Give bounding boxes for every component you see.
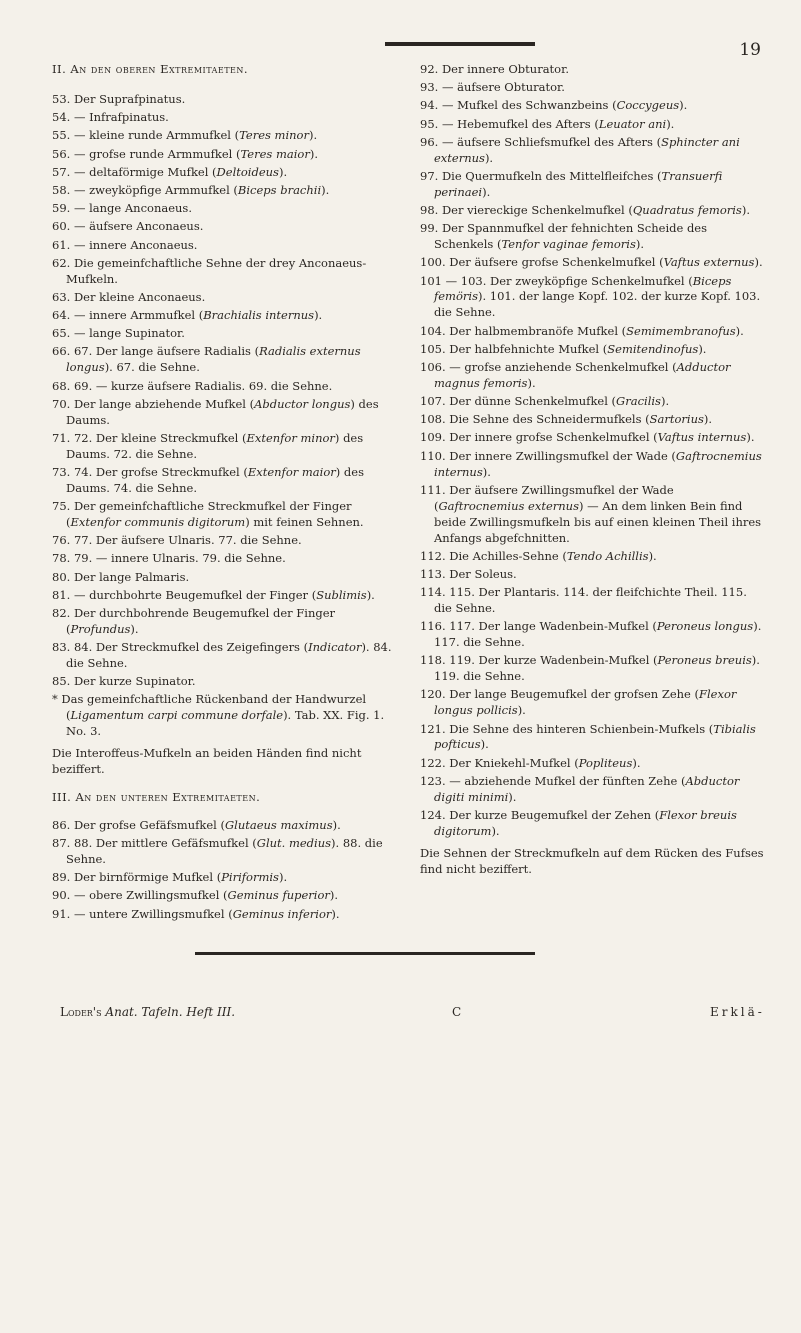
section-heading-upper-extremities: II. An den oberen Extremitaeten. — [52, 62, 249, 76]
muscle-entry — [52, 551, 400, 567]
muscle-entry — [52, 92, 400, 108]
entry-text: 93. — äufsere Obturator. — [420, 80, 565, 95]
entry-tail: ) des Daums. 72. die Sehne. — [66, 430, 364, 461]
entry-text: 122. Der Kniekehl-Mufkel ( — [420, 755, 579, 770]
left-column — [52, 62, 400, 925]
latin-name: Radialis externus longus — [66, 344, 361, 375]
entry-tail: ). — [130, 621, 139, 636]
muscle-entry — [420, 756, 765, 772]
latin-name: Sublimis — [316, 587, 367, 602]
entry-text: 81. — durchbohrte Beugemufkel der Finger ( — [52, 587, 317, 602]
entry-list-lower — [52, 818, 400, 923]
entry-text: 97. Die Quermufkeln des Mittelfleifches ( — [420, 168, 662, 183]
muscle-entry — [420, 255, 765, 271]
entry-tail: ). 67. die Sehne. — [104, 360, 200, 375]
latin-name: Teres minor — [239, 128, 309, 143]
muscle-entry — [52, 238, 400, 254]
latin-name: Deltoideus — [216, 164, 279, 179]
entry-text: 64. — innere Armmufkel ( — [52, 308, 204, 323]
latin-name: Tibialis pofticus — [434, 721, 756, 752]
latin-name: Transuerfi perinaei — [434, 168, 723, 199]
entry-tail: ). — [278, 870, 288, 885]
entry-text: 123. — abziehende Mufkel der fünften Zehe ( — [420, 773, 686, 788]
entry-tail: ). — [735, 323, 744, 338]
entry-text: 100. Der äufsere grofse Schenkelmufkel ( — [420, 255, 664, 270]
footer-title — [60, 1005, 235, 1019]
right-column — [420, 62, 765, 878]
muscle-entry — [52, 888, 400, 904]
entry-text: 58. — zweyköpfige Armmufkel ( — [52, 182, 238, 197]
latin-name: Extenfor maior — [247, 464, 336, 479]
latin-name: Gracilis — [616, 394, 661, 409]
entry-text: 94. — Mufkel des Schwanzbeins ( — [420, 98, 617, 113]
entry-text: 109. Der innere grofse Schenkelmufkel ( — [420, 430, 658, 445]
muscle-entry — [52, 499, 400, 531]
muscle-entry — [420, 449, 765, 481]
entry-tail: ). — [329, 888, 339, 903]
entry-tail: ). — [278, 164, 288, 179]
muscle-entry — [420, 430, 765, 446]
entry-tail: ). 119. die Sehne. — [434, 653, 760, 684]
muscle-entry — [52, 870, 400, 886]
latin-name: Flexor longus pollicis — [434, 687, 737, 718]
entry-text: 108. Die Sehne des Schneidermufkels ( — [420, 412, 650, 427]
entry-text: 70. Der lange abziehende Mufkel ( — [52, 396, 255, 411]
entry-text: 63. Der kleine Anconaeus. — [52, 289, 206, 304]
latin-name: Biceps femöris — [434, 273, 732, 304]
latin-name: Popliteus — [578, 755, 633, 770]
muscle-entry — [52, 818, 400, 834]
muscle-entry — [52, 308, 400, 324]
muscle-entry — [420, 342, 765, 358]
entry-text: 68. 69. — kurze äufsere Radialis. 69. die Sehne. — [52, 378, 333, 393]
latin-name: Abductor digiti minimi — [434, 773, 740, 804]
muscle-entry — [420, 117, 765, 133]
muscle-entry — [52, 588, 400, 604]
muscle-entry — [52, 147, 400, 163]
entry-tail: ). — [754, 255, 763, 270]
entry-tail: ). 101. der lange Kopf. 102. der kurze Kopf. 103. die Sehne. — [434, 289, 761, 320]
entry-text: 96. — äufsere Schliefsmufkel des Afters ( — [420, 134, 662, 149]
entry-text: 86. Der grofse Gefäfsmufkel ( — [52, 817, 225, 832]
muscle-entry — [420, 722, 765, 754]
catchword: Erklä- — [710, 1005, 765, 1019]
muscle-entry — [420, 80, 765, 96]
signature-mark: C — [452, 1005, 462, 1019]
muscle-entry — [52, 570, 400, 586]
latin-name: Ligamentum carpi commune dorfale — [70, 708, 284, 723]
entry-tail: ). — [666, 116, 675, 131]
entry-tail: ). — [648, 548, 657, 563]
latin-name: Adductor magnus femoris — [434, 359, 731, 390]
footer-work-title: Anat. Tafeln. Heft III. — [105, 1005, 236, 1019]
entry-tail: ). — [508, 789, 517, 804]
muscle-entry — [52, 165, 400, 181]
latin-name: Vaftus externus — [663, 255, 755, 270]
muscle-entry — [52, 640, 400, 672]
entry-tail: ). Tab. XX. Fig. 1. No. 3. — [66, 708, 385, 739]
muscle-entry — [52, 465, 400, 497]
entry-text: 61. — innere Anconaeus. — [52, 237, 198, 252]
entry-tail: ). — [314, 308, 323, 323]
muscle-entry — [52, 907, 400, 923]
latin-name: Leuator ani — [598, 116, 667, 131]
latin-name: Sphincter ani externus — [434, 134, 740, 165]
muscle-entry — [420, 62, 765, 78]
latin-name: Vaftus internus — [657, 430, 747, 445]
entry-tail: ). — [491, 823, 500, 838]
muscle-entry — [420, 412, 765, 428]
entry-tail: ). — [698, 341, 707, 356]
entry-text: 110. Der innere Zwillingsmufkel der Wade ( — [420, 448, 676, 463]
entry-text: 73. 74. Der grofse Streckmufkel ( — [52, 464, 248, 479]
entry-text: 83. 84. Der Streckmufkel des Zeigefingers ( — [52, 640, 309, 655]
latin-name: Gaftrocnemius internus — [434, 448, 762, 479]
muscle-entry — [420, 653, 765, 685]
entry-text: 112. Die Achilles-Sehne ( — [420, 548, 567, 563]
latin-name: Abductor longus — [254, 396, 351, 411]
entry-tail: ). — [331, 906, 340, 921]
entry-text: 65. — lange Supinator. — [52, 326, 185, 341]
muscle-entry — [420, 483, 765, 547]
entry-tail: ). — [308, 128, 318, 143]
latin-name: Flexor breuis digitorum — [434, 807, 737, 838]
muscle-entry — [52, 397, 400, 429]
muscle-entry — [52, 128, 400, 144]
latin-name: Tenfor vaginae femoris — [501, 237, 636, 252]
entry-text: 82. Der durchbohrende Beugemufkel der Finger ( — [52, 606, 336, 636]
entry-tail: ). — [482, 464, 491, 479]
entry-tail: ). — [366, 587, 375, 602]
page-number: 19 — [739, 40, 761, 60]
latin-name: Extenfor minor — [246, 430, 335, 445]
muscle-entry — [52, 533, 400, 549]
entry-text: 95. — Hebemufkel des Afters ( — [420, 116, 599, 131]
interosseus-note: Die Interoffeus-Mufkeln an beiden Händen find nicht beziffert. — [52, 746, 362, 777]
muscle-entry — [420, 98, 765, 114]
entry-text: 62. Die gemeinfchaftliche Sehne der drey Anconaeus-Mufkeln. — [52, 255, 367, 286]
muscle-entry — [52, 256, 400, 288]
muscle-entry — [420, 221, 765, 253]
entry-text: 78. 79. — innere Ulnaris. 79. die Sehne. — [52, 551, 286, 566]
muscle-entry — [52, 201, 400, 217]
entry-tail: ). — [679, 98, 688, 113]
entry-tail: ). — [660, 394, 670, 409]
entry-tail: ). — [484, 150, 494, 165]
entry-text: 55. — kleine runde Armmufkel ( — [52, 128, 240, 143]
muscle-entry — [420, 808, 765, 840]
latin-name: Biceps brachii — [237, 182, 322, 197]
entry-text: 104. Der halbmembranöfe Mufkel ( — [420, 323, 627, 338]
entry-tail: ). — [527, 375, 536, 390]
latin-name: Profundus — [70, 621, 131, 636]
entry-tail: ) — An dem linken Bein find beide Zwillingsmufkeln bis auf einen kleinen Theil ihres Anfangs abgefchnitten. — [434, 498, 762, 545]
entry-tail: ). — [741, 203, 750, 218]
entry-list-lower-continued — [420, 62, 765, 840]
entry-text: 92. Der innere Obturator. — [420, 62, 569, 76]
muscle-entry — [420, 324, 765, 340]
entry-text: 98. Der viereckige Schenkelmufkel ( — [420, 203, 633, 218]
latin-name: Semimembranofus — [626, 323, 736, 338]
top-rule — [385, 42, 535, 46]
entry-tail: ). — [321, 182, 330, 197]
latin-name: Peroneus longus — [656, 619, 754, 634]
muscle-entry — [52, 431, 400, 463]
bottom-rule — [195, 952, 535, 955]
latin-name: Geminus fuperior — [227, 888, 330, 903]
latin-name: Sartorius — [649, 412, 704, 427]
entry-tail: ). 117. die Sehne. — [434, 619, 762, 650]
footer-author: Loder's — [60, 1005, 102, 1019]
muscle-entry — [420, 585, 765, 617]
latin-name: Semitendinofus — [607, 341, 699, 356]
muscle-entry — [420, 135, 765, 167]
entry-tail: ). — [517, 703, 526, 718]
entry-text: * Das gemeinfchaftliche Rückenband der Handwurzel ( — [52, 692, 367, 723]
muscle-entry — [420, 619, 765, 651]
muscle-entry — [52, 110, 400, 126]
latin-name: Teres maior — [240, 146, 310, 161]
muscle-entry — [420, 169, 765, 201]
entry-tail: ). — [309, 146, 318, 161]
tendons-note: Die Sehnen der Streckmufkeln auf dem Rücken des Fufses find nicht beziffert. — [420, 845, 764, 876]
entry-tail: ). — [480, 737, 489, 752]
entry-tail: ) mit feinen Sehnen. — [245, 515, 364, 529]
entry-text: 116. 117. Der lange Wadenbein-Mufkel ( — [420, 619, 657, 634]
muscle-entry — [52, 379, 400, 395]
latin-name: Tendo Achillis — [566, 548, 649, 563]
muscle-entry — [420, 360, 765, 392]
entry-text: 124. Der kurze Beugemufkel der Zehen ( — [420, 807, 660, 822]
entry-text: 75. Der gemeinfchaftliche Streckmufkel der Finger ( — [52, 499, 352, 529]
latin-name: Extenfor communis digitorum — [70, 515, 246, 529]
entry-text: 106. — grofse anziehende Schenkelmufkel ( — [420, 359, 677, 374]
muscle-entry — [52, 692, 400, 740]
entry-text: 80. Der lange Palmaris. — [52, 569, 190, 584]
latin-name: Geminus inferior — [232, 906, 332, 921]
muscle-entry — [52, 326, 400, 342]
entry-list-upper — [52, 92, 400, 740]
muscle-entry — [420, 274, 765, 322]
entry-tail: ). — [332, 817, 341, 832]
entry-text: 107. Der dünne Schenkelmufkel ( — [420, 394, 617, 409]
entry-text: 54. — Infrafpinatus. — [52, 110, 169, 125]
muscle-entry — [52, 836, 400, 868]
entry-text: 121. Die Sehne des hinteren Schienbein-Mufkels ( — [420, 721, 714, 736]
entry-text: 118. 119. Der kurze Wadenbein-Mufkel ( — [420, 653, 658, 668]
entry-text: 113. Der Soleus. — [420, 566, 517, 581]
muscle-entry — [52, 674, 400, 690]
entry-text: 89. Der birnförmige Mufkel ( — [52, 870, 222, 885]
entry-text: 120. Der lange Beugemufkel der grofsen Zehe ( — [420, 687, 699, 702]
muscle-entry — [420, 394, 765, 410]
entry-text: 66. 67. Der lange äufsere Radialis ( — [52, 344, 260, 359]
entry-text: 87. 88. Der mittlere Gefäfsmufkel ( — [52, 836, 257, 851]
entry-tail: ). — [632, 755, 641, 770]
muscle-entry — [420, 203, 765, 219]
latin-name: Glut. medius — [256, 836, 332, 851]
entry-tail: ). 88. die Sehne. — [66, 836, 383, 866]
entry-text: 114. 115. Der Plantaris. 114. der fleifchichte Theil. 115. die Sehne. — [420, 585, 747, 616]
entry-text: 101 — 103. Der zweyköpfige Schenkelmufkel ( — [420, 273, 693, 288]
entry-tail: ) des Daums. — [66, 396, 379, 427]
entry-text: 76. 77. Der äufsere Ulnaris. 77. die Sehne. — [52, 533, 302, 548]
latin-name: Coccygeus — [616, 98, 680, 113]
entry-tail: ). — [703, 412, 713, 427]
entry-tail: ). 84. die Sehne. — [66, 640, 392, 671]
latin-name: Glutaeus maximus — [224, 817, 333, 832]
entry-text: 111. Der äufsere Zwillingsmufkel der Wade ( — [420, 482, 674, 513]
entry-text: 56. — grofse runde Armmufkel ( — [52, 146, 241, 161]
entry-text: 53. Der Suprafpinatus. — [52, 91, 186, 106]
muscle-entry — [52, 290, 400, 306]
entry-tail: ). — [482, 184, 491, 199]
latin-name: Brachialis internus — [203, 308, 315, 323]
latin-name: Peroneus breuis — [657, 653, 752, 668]
entry-text: 90. — obere Zwillingsmufkel ( — [52, 888, 228, 903]
muscle-entry — [52, 606, 400, 638]
entry-tail: ). — [746, 430, 755, 445]
entry-text: 60. — äufsere Anconaeus. — [52, 219, 204, 234]
muscle-entry — [420, 549, 765, 565]
muscle-entry — [52, 183, 400, 199]
latin-name: Quadratus femoris — [632, 203, 742, 218]
entry-tail: ). — [635, 237, 644, 252]
latin-name: Piriformis — [221, 870, 279, 885]
section-heading-lower-extremities: III. An den unteren Extremitaeten. — [52, 789, 261, 804]
latin-name: Gaftrocnemius externus — [438, 498, 579, 513]
muscle-entry — [52, 219, 400, 235]
muscle-entry — [52, 344, 400, 376]
latin-name: Indicator — [308, 640, 362, 655]
entry-text: 85. Der kurze Supinator. — [52, 674, 196, 689]
entry-text: 57. — deltaförmige Mufkel ( — [52, 164, 217, 179]
entry-text: 71. 72. Der kleine Streckmufkel ( — [52, 430, 247, 445]
entry-tail: ) des Daums. 74. die Sehne. — [66, 464, 364, 495]
muscle-entry — [420, 687, 765, 719]
muscle-entry — [420, 774, 765, 806]
entry-text: 105. Der halbfehnichte Mufkel ( — [420, 341, 608, 356]
muscle-entry — [420, 567, 765, 583]
entry-text: 91. — untere Zwillingsmufkel ( — [52, 906, 233, 921]
entry-text: 59. — lange Anconaeus. — [52, 201, 192, 216]
entry-text: 99. Der Spannmufkel der fehnichten Scheide des Schenkels ( — [420, 221, 708, 252]
